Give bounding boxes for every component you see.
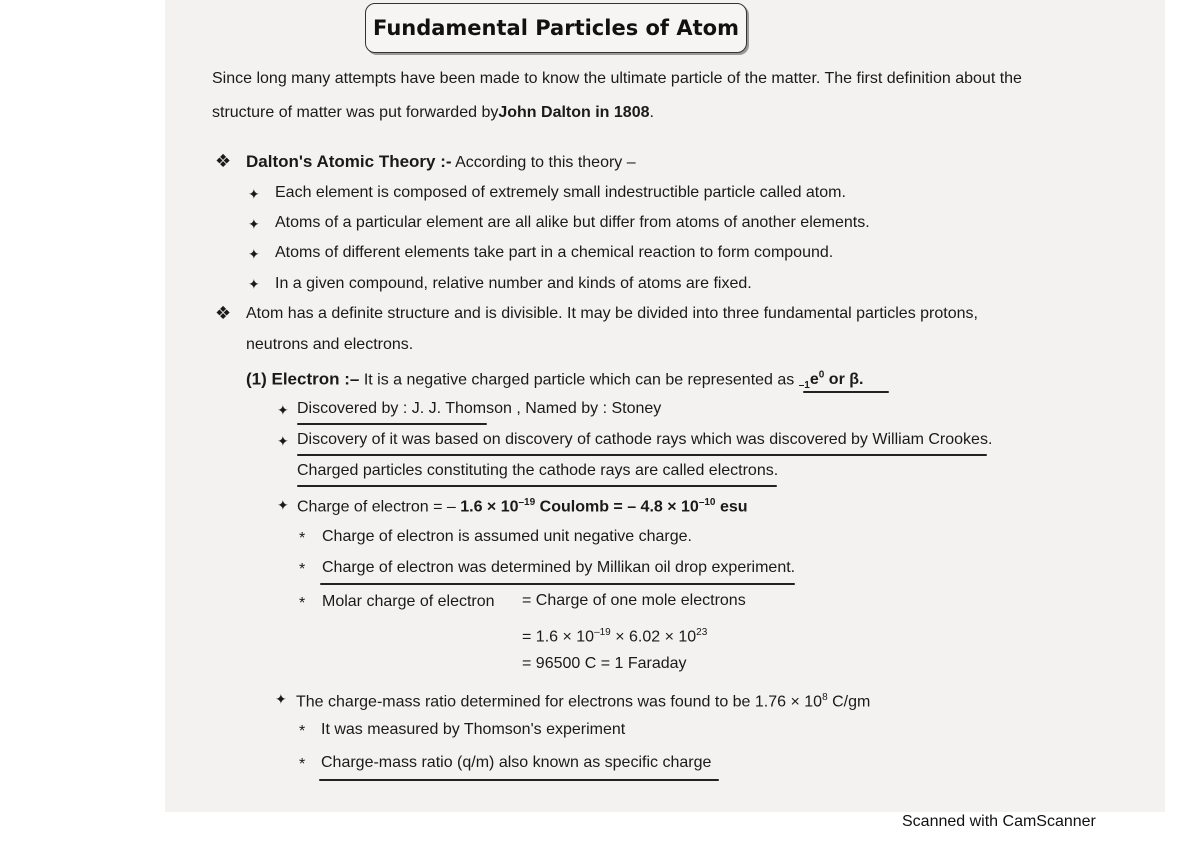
electron-description: It is a negative charged particle which can be represented as	[363, 371, 795, 389]
star-marker-icon: *	[299, 723, 306, 740]
electron-note-3: Molar charge of electron	[322, 593, 495, 610]
electron-charge: Charge of electron = – $1.6 \times 10^{-19}$ Coulomb = – $4.8 \times 10^{-10}$ esu	[297, 497, 748, 516]
atom-structure-line-1: Atom has a definite structure and is divisible. It may be divided into three fundamental particles protons,	[246, 305, 978, 322]
star-marker-icon: *	[299, 530, 306, 547]
star-bullet-icon: ✦	[248, 186, 260, 202]
star-bullet-icon: ✦	[277, 497, 289, 513]
star-marker-icon: *	[299, 756, 306, 773]
electron-heading-line	[246, 366, 863, 397]
star-bullet-icon: ✦	[248, 276, 260, 292]
star-bullet-icon: ✦	[275, 691, 287, 707]
dalton-lead: According to this theory –	[455, 154, 636, 171]
ratio-note-2: Charge-mass ratio (q/m) also known as specific charge	[321, 754, 712, 771]
dalton-point-4: In a given compound, relative number and kinds of atoms are fixed.	[275, 275, 752, 292]
intro-line-1: Since long many attempts have been made to know the ultimate particle of the matter. The first definition about the	[212, 70, 1022, 87]
star-bullet-icon: ✦	[277, 433, 289, 449]
intro-line-2: structure of matter was put forwarded byJohn Dalton in 1808.	[212, 104, 654, 121]
dalton-heading-line	[246, 152, 636, 173]
scanner-watermark: Scanned with CamScanner	[902, 813, 1096, 830]
dalton-name: John Dalton in 1808	[498, 104, 650, 121]
underline-mark	[803, 391, 889, 393]
electron-heading: (1) Electron :–	[246, 369, 360, 389]
dalton-point-1: Each element is composed of extremely small indestructible particle called atom.	[275, 184, 846, 201]
diamond-bullet-icon: ❖	[215, 303, 232, 323]
star-marker-icon: *	[299, 595, 306, 612]
page-title: Fundamental Particles of Atom	[373, 16, 739, 40]
underline-mark	[297, 485, 777, 487]
dalton-point-3: Atoms of different elements take part in a chemical reaction to form compound.	[275, 244, 834, 261]
scanned-page	[165, 0, 1165, 812]
star-bullet-icon: ✦	[248, 246, 260, 262]
star-bullet-icon: ✦	[277, 402, 289, 418]
underline-mark	[297, 423, 487, 425]
atom-structure-line-2: neutrons and electrons.	[246, 336, 414, 353]
electron-discovered: Discovered by : J. J. Thomson , Named by : Stoney	[297, 400, 662, 417]
underline-mark	[297, 454, 987, 456]
electron-symbol: $_{-1}e^0$ or β.	[798, 370, 864, 392]
electron-discovery-line-2: Charged particles constituting the cathode rays are called electrons.	[297, 462, 779, 479]
underline-mark	[319, 779, 719, 781]
underline-mark	[320, 583, 795, 585]
star-marker-icon: *	[299, 561, 306, 578]
electron-note-2: Charge of electron was determined by Millikan oil drop experiment.	[322, 559, 796, 576]
charge-mass-ratio: The charge-mass ratio determined for electrons was found to be $1.76 \times 10^8$ C/gm	[296, 692, 871, 711]
diamond-bullet-icon: ❖	[215, 151, 232, 171]
molar-eq-1: = Charge of one mole electrons	[522, 592, 746, 609]
dalton-heading: Dalton's Atomic Theory :-	[246, 152, 452, 171]
ratio-note-1: It was measured by Thomson's experiment	[321, 721, 626, 738]
electron-note-1: Charge of electron is assumed unit negative charge.	[322, 528, 692, 545]
molar-eq-2: = $1.6 \times 10^{-19} \times 6.02 \times 10^{23}$	[522, 627, 708, 646]
title-box	[365, 3, 747, 53]
star-bullet-icon: ✦	[248, 216, 260, 232]
molar-eq-3: = 96500 C = 1 Faraday	[522, 655, 687, 672]
dalton-point-2: Atoms of a particular element are all alike but differ from atoms of another elements.	[275, 214, 870, 231]
electron-discovery-line-1: Discovery of it was based on discovery of cathode rays which was discovered by William Crookes.	[297, 431, 993, 448]
